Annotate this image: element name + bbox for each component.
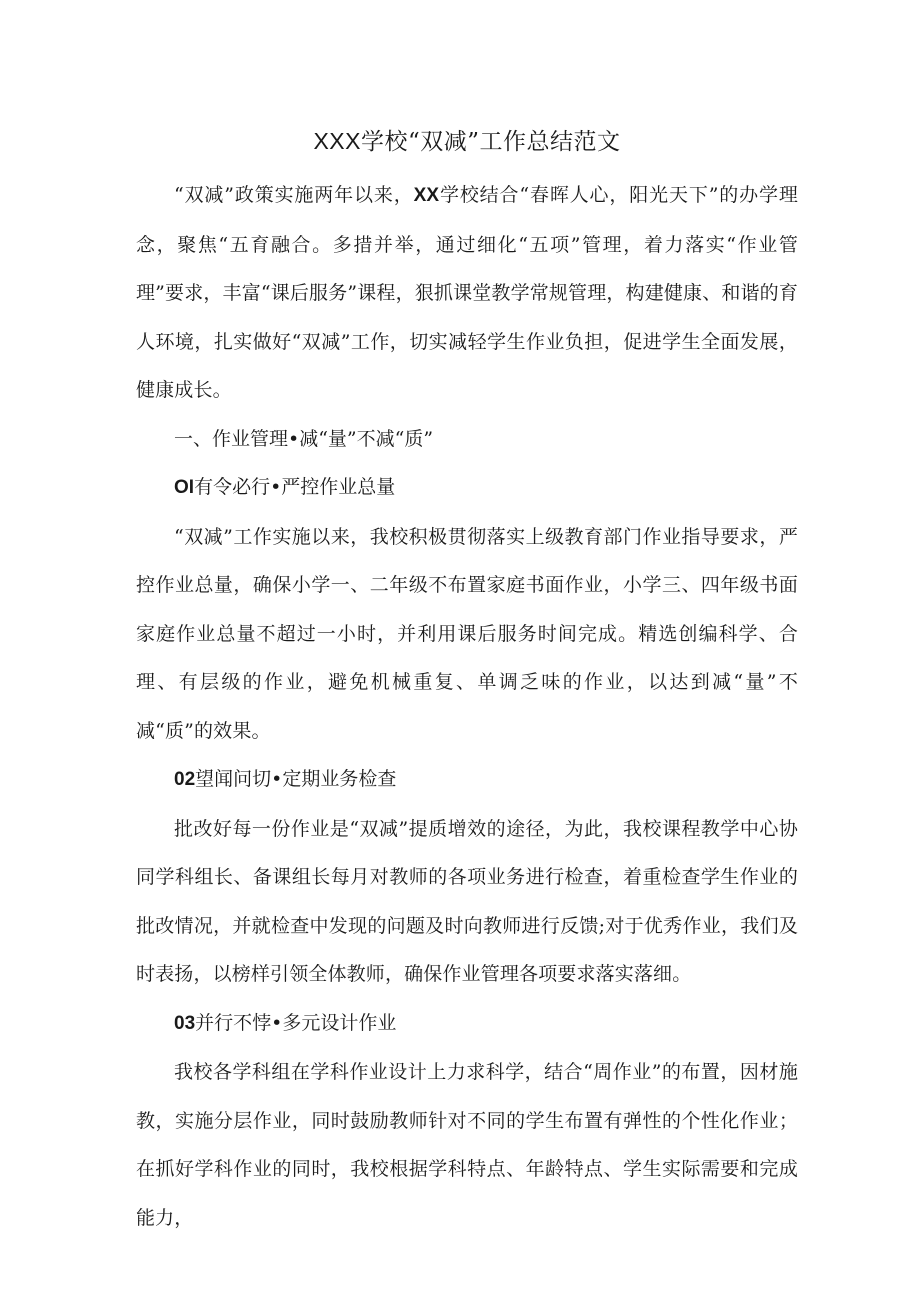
document-title	[136, 112, 798, 171]
sub-heading-3	[136, 999, 798, 1049]
paragraph-1: “双减”工作实施以来，我校积极贯彻落实上级教育部门作业指导要求，严控作业总量，确保小学一、二年级不布置家庭书面作业，小学三、四年级书面家庭作业总量不超过一小时，并利用课后服务时间完成。精选创编科学、合理、有层级的作业，避免机械重复、单调乏味的作业，以达到减“量”不减“质”的效果。	[136, 525, 798, 742]
sub-heading-2	[136, 755, 798, 805]
sub-heading-1-number: OI	[174, 477, 195, 498]
sub-heading-3-number: 03	[174, 1012, 196, 1034]
sub-heading-2-text: 望闻问切•定期业务检查	[195, 768, 397, 790]
title-text: 学校“双减”工作总结范文	[361, 129, 621, 155]
intro-paragraph	[136, 171, 798, 415]
sub-heading-1-text: 有令必行•严控作业总量	[194, 476, 396, 498]
sub-heading-3-text: 并行不悖•多元设计作业	[195, 1011, 397, 1034]
sub-heading-2-number: 02	[174, 769, 196, 790]
intro-text-start: “双减”政策实施两年以来，	[174, 184, 414, 206]
paragraph-2: 批改好每一份作业是“双减”提质增效的途径，为此，我校课程教学中心协同学科组长、备课组长每月对教师的各项业务进行检查，着重检查学生作业的批改情况，并就检查中发现的问题及时向教师进行反馈;对于优秀作业，我们及时表扬，以榜样引领全体教师，确保作业管理各项要求落实落细。	[136, 817, 798, 985]
intro-text-rest: 学校结合“春晖人心，阳光天下”的办学理念，聚焦“五育融合。多措并举，通过细化“五项”管理，着力落实“作业管理”要求，丰富“课后服务”课程，狠抓课堂教学常规管理，构建健康、和谐的育人环境，扎实做好“双减”工作，切实减轻学生作业负担，促进学生全面发展，健康成长。	[136, 184, 798, 401]
intro-school-name: XX	[413, 185, 440, 206]
section-heading-1: 一、作业管理•减“量”不减“质”	[174, 427, 434, 450]
title-prefix: XXX	[313, 128, 361, 154]
paragraph-3: 我校各学科组在学科作业设计上力求科学，结合“周作业”的布置，因材施教，实施分层作业，同时鼓励教师针对不同的学生布置有弹性的个性化作业；在抓好学科作业的同时，我校根据学科特点、年龄特点、学生实际需要和完成能力，	[136, 1061, 798, 1229]
document-page	[136, 112, 798, 1242]
sub-heading-1	[136, 463, 798, 513]
